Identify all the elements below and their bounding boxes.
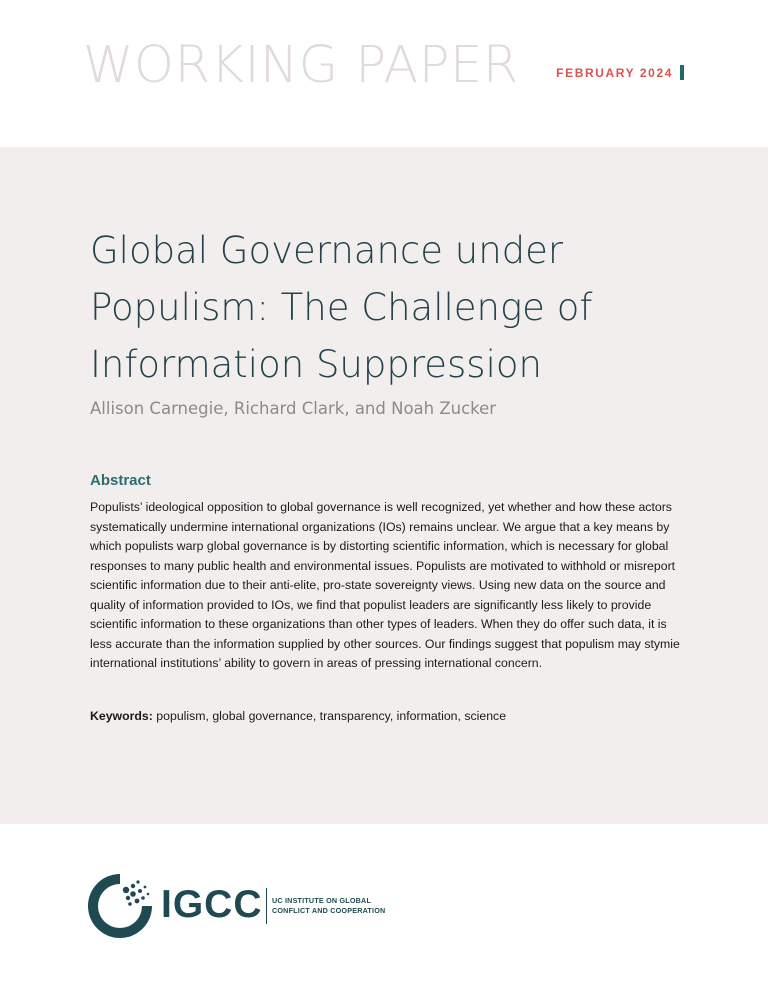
keywords-list: populism, global governance, transparency, information, science	[156, 709, 507, 723]
keywords-line	[90, 709, 686, 723]
igcc-logo	[86, 872, 406, 942]
logo-divider	[266, 888, 267, 924]
igcc-logo-mark-icon	[86, 872, 154, 940]
logo-subtitle	[272, 896, 385, 916]
paper-title: Global Governance under Populism: The Challenge of Information Suppression	[90, 229, 593, 386]
logo-subtitle-line2: CONFLICT AND COOPERATION	[272, 906, 386, 915]
title-abstract-panel	[0, 147, 768, 824]
page-header	[0, 0, 768, 147]
abstract-text: Populists’ ideological opposition to global governance is well recognized, yet whether and how these actors systematically undermine international organizations (IOs) remains unclear. We argue that a key means by which populists warp global governance is by distorting scientific information, which is necessary for global responses to many public health and environmental issues. Populists are motivated to withhold or misreport scientific information due to their anti-elite, pro-state sovereignty views. Using new data on the source and quality of information provided to IOs, we find that populist leaders are significantly less likely to provide scientific information to these organizations than other types of leaders. When they do offer such data, it is less accurate than the information supplied by other sources. Our findings suggest that populism may stymie international institutions’ ability to govern in areas of pressing international concern.	[90, 500, 680, 670]
publication-date: FEBRUARY 2024	[556, 66, 673, 80]
logo-wordmark: IGCC	[161, 883, 263, 926]
abstract-heading: Abstract	[90, 472, 151, 489]
logo-subtitle-line1: UC INSTITUTE ON GLOBAL	[272, 896, 372, 905]
paper-authors: Allison Carnegie, Richard Clark, and Noah Zucker	[90, 399, 497, 418]
keywords-label: Keywords:	[90, 709, 153, 723]
date-accent-bar	[680, 65, 684, 80]
document-type-label: WORKING PAPER	[83, 36, 519, 95]
